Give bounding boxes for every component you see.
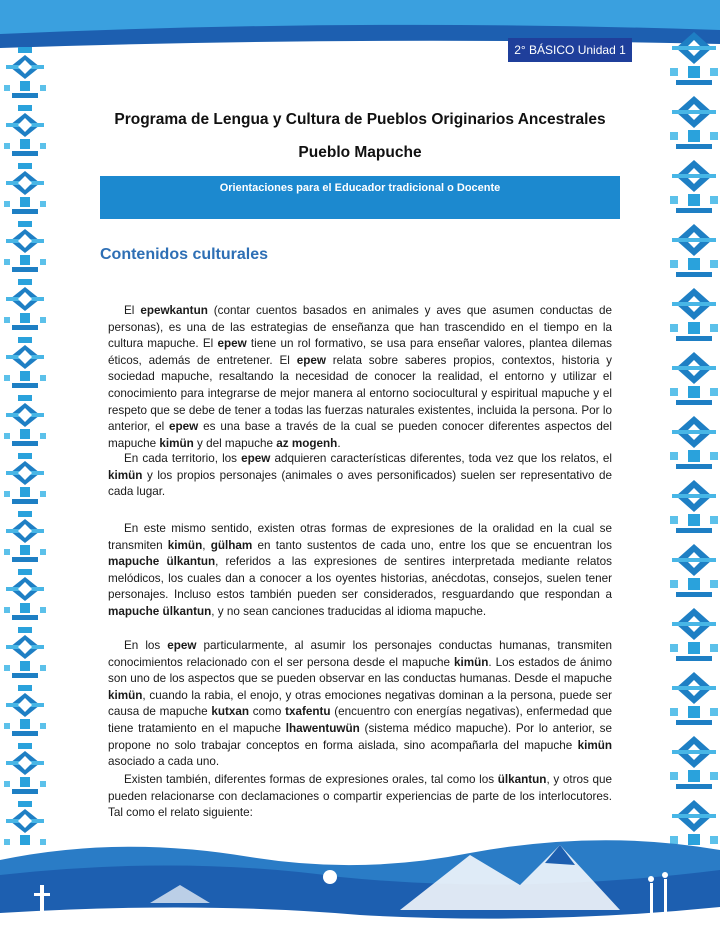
paragraph-orality: En este mismo sentido, existen otras formas de expresiones de la oralidad en la cual se transmiten kimün, gülham en tanto sustentos de cada uno, entre los que se encuentran los mapuche ülkantun, referidos a las expresiones de sentires interpretada mediante relatos melódicos, los cuales dan a conocer a los oyentes historias, anécdotas, consejos, suelen tener personajes. Incluso estos también pueden ser considerados, resguardando que respondan a mapuche ülkantun, y no sean canciones traducidas al idioma mapuche. (108, 522, 612, 618)
section-heading: Contenidos culturales (100, 246, 269, 263)
paragraph-oral-expressions: Existen también, diferentes formas de expresiones orales, tal como los ülkantun, y otros que pueden relacionarse con declamaciones o compartir experiencias de parte de los interlocutores. Tal como el relato siguiente: (108, 773, 612, 820)
right-pattern-border (668, 30, 720, 845)
left-pattern-border (0, 45, 50, 845)
paragraph-territory: En cada territorio, los epew adquieren características diferentes, toda vez que los relatos, el kimün y los propios personajes (animales o aves personificados) suelen ser representativo de cada lugar. (108, 452, 612, 499)
paragraph-epewkantun: El epewkantun (contar cuentos basados en animales y aves que asumen conductas de personas), es una de las estrategias de enseñanza que han trascendido en el tiempo en la cultura mapuche. El epew tiene un rol formativo, se usa para enseñar valores, plantea dilemas éticos, además de entretener. El epew relata sobre saberes propios, contextos, historia y sociedad mapuche, resaltando la necesidad de conocer la realidad, el entorno y utilizar el conocimiento para integrarse de mejor manera al entorno sociocultural y espiritual mapuche y el respeto que se debe de tener a todas las fuerzas naturales existentes, incluida la persona. Por lo anterior, el epew es una base a través de la cual se pueden conocer diferentes aspectos del mapuche kimün y del mapuche az mogenh. (108, 304, 613, 450)
guidance-banner-text: Orientaciones para el Educador tradicional o Docente (219, 182, 501, 194)
people-title: Pueblo Mapuche (298, 144, 422, 161)
guidance-banner (100, 176, 620, 219)
paragraph-epew-behaviour: En los epew particularmente, al asumir los personajes conductas humanas, transmiten conocimientos relacionado con el ser persona desde el mapuche kimün. Los estados de ánimo son uno de los aspectos que se pueden observar en las conductas humanas. Desde el mapuche kimün, cuando la rabia, el enojo, y otras emociones negativas dominan a la persona, puede ser causa de mapuche kutxan como txafentu (encuentro con energías negativas), enfermedad que tiene tratamiento en el mapuche lhawentuwün (sistema médico mapuche). Por lo anterior, se propone no solo trabajar conceptos en forma aislada, sino acompañarla del mapuche kimün asociado a cada uno. (108, 639, 613, 769)
bottom-landscape-illustration (0, 815, 720, 932)
program-title: Programa de Lengua y Cultura de Pueblos Originarios Ancestrales (114, 111, 606, 128)
grade-unit-badge: 2° BÁSICO Unidad 1 (508, 38, 632, 62)
